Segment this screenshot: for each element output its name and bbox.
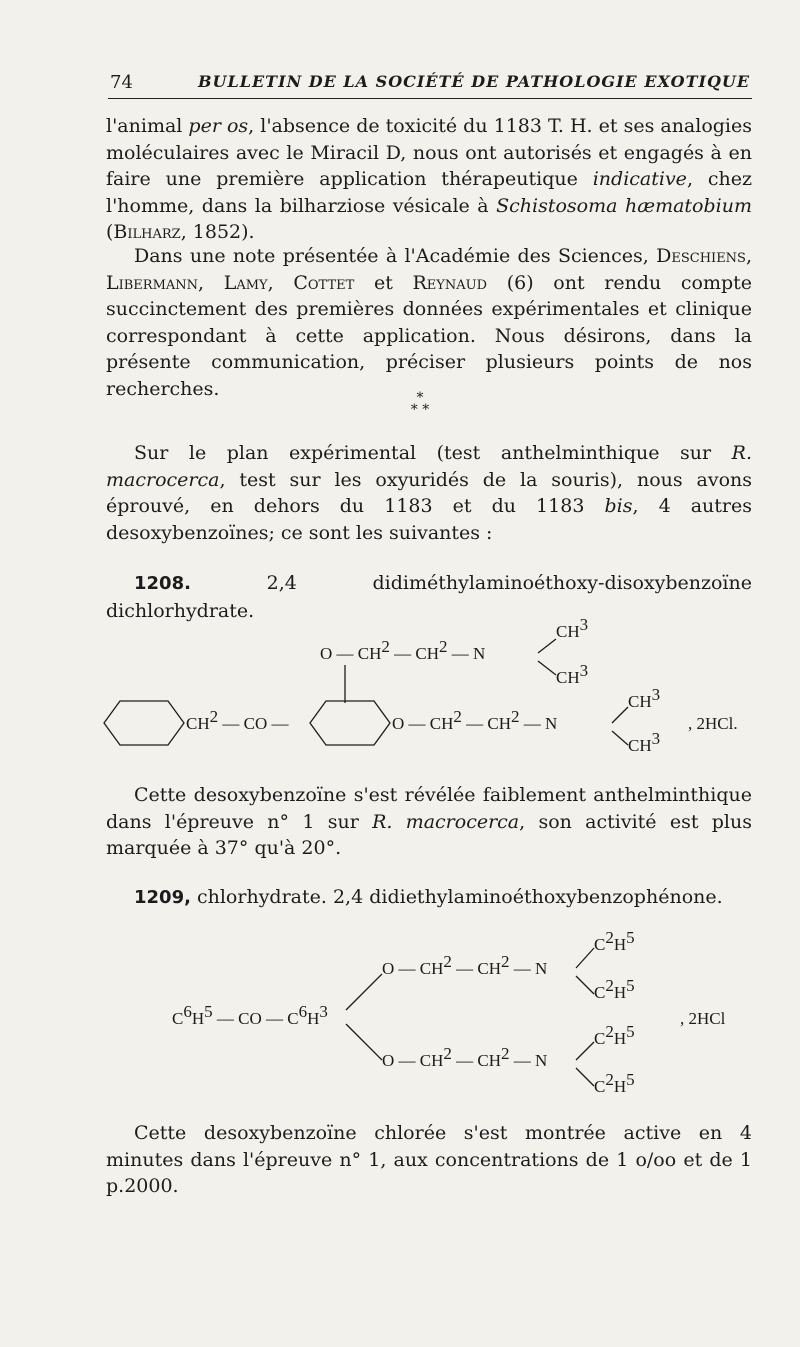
paragraph-4: Cette desoxybenzoïne s'est révélée faiblement anthelminthique dans l'épreuve n° 1 sur R. macrocerca, son activité est plus marquée à 37° qu'à 20°. bbox=[106, 784, 752, 859]
svg-text:O — CH2 — CH2 — N: O — CH2 — CH2 — N bbox=[382, 1044, 548, 1070]
running-title: BULLETIN DE LA SOCIÉTÉ DE PATHOLOGIE EXOTIQUE bbox=[198, 72, 751, 91]
svg-text:C6H5 — CO — C6H3: C6H5 — CO — C6H3 bbox=[172, 1002, 328, 1028]
structural-formula-1208 bbox=[0, 615, 800, 765]
compound-1208-heading: 1208. 2,4 didiméthylaminoéthoxy-disoxybenzoïne dichlorhydrate. bbox=[106, 572, 752, 622]
svg-text:CH3: CH3 bbox=[556, 661, 589, 687]
paragraph-3: Sur le plan expérimental (test anthelminthique sur R. macrocerca, test sur les oxyuridés de la souris), nous avons éprouvé, en dehors du 1183 et du 1183 bis, 4 autres desoxybenzoïnes; ce sont les suivantes : bbox=[106, 442, 752, 544]
svg-text:C2H5: C2H5 bbox=[594, 1070, 635, 1096]
svg-text:CH3: CH3 bbox=[628, 685, 661, 711]
svg-text:C2H5: C2H5 bbox=[594, 976, 635, 1002]
svg-text:C2H5: C2H5 bbox=[594, 928, 635, 954]
svg-text:CH3: CH3 bbox=[628, 729, 661, 755]
paragraph-2: Dans une note présentée à l'Académie des Sciences, Deschiens, Libermann, Lamy, Cottet et Reynaud (6) ont rendu compte succinctement des premières données expérimentales et clinique correspondant à cette application. Nous désirons, dans la présente communication, préciser plusieurs points de nos recherches. bbox=[106, 245, 753, 400]
paragraph-5: Cette desoxybenzoïne chlorée s'est montrée active en 4 minutes dans l'épreuve n° 1, aux concentrations de 1 o/oo et de 1 p.2000. bbox=[106, 1122, 752, 1197]
svg-text:O — CH2 — CH2 — N: O — CH2 — CH2 — N bbox=[392, 707, 558, 733]
paragraph-1: l'animal per os, l'absence de toxicité du 1183 T. H. et ses analogies moléculaires avec le Miracil D, nous ont autorisés et engagés à en faire une première application thérapeutique indicative, chez l'homme, dans la bilharziose vésicale à Schistosoma hæmatobium (Bilharz, 1852). bbox=[106, 115, 753, 243]
page-header bbox=[108, 72, 752, 99]
compound-1209-heading: 1209, chlorhydrate. 2,4 didiethylaminoéthoxybenzophénone. bbox=[134, 886, 723, 908]
svg-text:, 2HCl.: , 2HCl. bbox=[688, 714, 738, 733]
svg-text:O — CH2 — CH2 — N: O — CH2 — CH2 — N bbox=[382, 952, 548, 978]
svg-text:O — CH2 — CH2 — N: O — CH2 — CH2 — N bbox=[320, 637, 486, 663]
svg-text:CH3: CH3 bbox=[556, 615, 589, 641]
svg-text:CH2 — CO —: CH2 — CO — bbox=[186, 707, 289, 733]
structural-formula-1209 bbox=[0, 920, 800, 1100]
section-separator: * * * bbox=[410, 390, 430, 418]
page-number: 74 bbox=[110, 72, 133, 93]
svg-text:, 2HCl: , 2HCl bbox=[680, 1009, 726, 1028]
svg-text:C2H5: C2H5 bbox=[594, 1022, 635, 1048]
